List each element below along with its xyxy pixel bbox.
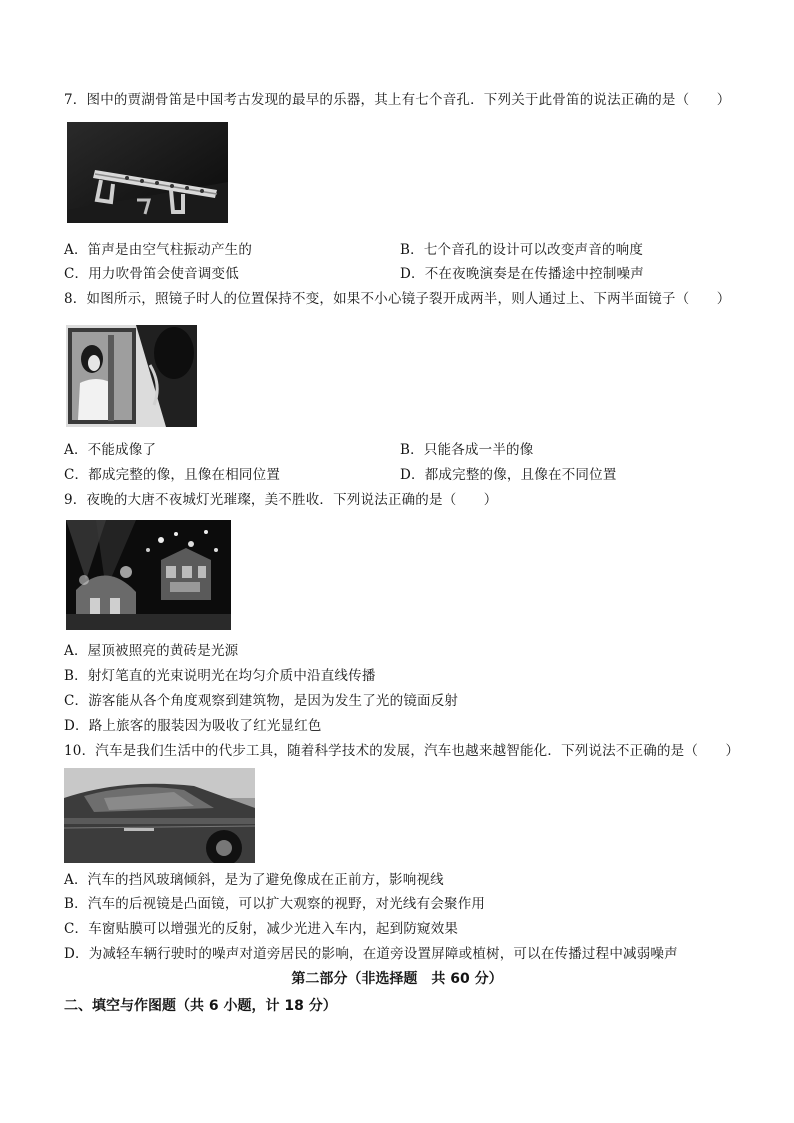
question-10-stem: 10．汽车是我们生活中的代步工具，随着科学技术的发展，汽车也越来越智能化．下列说法不正确的是（ ） xyxy=(64,743,740,759)
q9-option-c: C．游客能从各个角度观察到建筑物，是因为发生了光的镜面反射 xyxy=(64,693,459,709)
car-photo xyxy=(64,768,255,863)
q7-option-b: B．七个音孔的设计可以改变声音的响度 xyxy=(400,242,644,258)
section-two-title: 二、填空与作图题（共 6 小题，计 18 分） xyxy=(64,998,337,1014)
q7-option-d: D．不在夜晚演奏是在传播途中控制噪声 xyxy=(400,266,644,282)
q9-option-b: B．射灯笔直的光束说明光在均匀介质中沿直线传播 xyxy=(64,668,376,684)
q8-option-c: C．都成完整的像，且像在相同位置 xyxy=(64,467,281,483)
night-city-photo xyxy=(66,520,231,630)
question-8-stem: 8．如图所示，照镜子时人的位置保持不变，如果不小心镜子裂开成两半，则人通过上、下两半面镜子（ ） xyxy=(64,291,731,307)
q10-option-d: D．为减轻车辆行驶时的噪声对道旁居民的影响，在道旁设置屏障或植树，可以在传播过程中减弱噪声 xyxy=(64,946,678,962)
mirror-photo xyxy=(66,325,197,427)
q8-option-d: D．都成完整的像，且像在不同位置 xyxy=(400,467,617,483)
q9-option-a: A．屋顶被照亮的黄砖是光源 xyxy=(64,643,239,659)
q10-option-b: B．汽车的后视镜是凸面镜，可以扩大观察的视野，对光线有会聚作用 xyxy=(64,896,486,912)
q8-option-a: A．不能成像了 xyxy=(64,442,157,458)
q7-option-a: A．笛声是由空气柱振动产生的 xyxy=(64,242,253,258)
q8-option-b: B．只能各成一半的像 xyxy=(400,442,534,458)
part-two-title: 第二部分（非选择题 共 60 分） xyxy=(291,971,503,987)
question-7-stem: 7．图中的贾湖骨笛是中国考古发现的最早的乐器，其上有七个音孔．下列关于此骨笛的说法正确的是（ ） xyxy=(64,92,731,108)
question-9-stem: 9．夜晚的大唐不夜城灯光璀璨，美不胜收．下列说法正确的是（ ） xyxy=(64,492,498,508)
q10-option-a: A．汽车的挡风玻璃倾斜，是为了避免像成在正前方，影响视线 xyxy=(64,872,444,888)
q9-option-d: D．路上旅客的服装因为吸收了红光显红色 xyxy=(64,718,322,734)
bone-flute-photo xyxy=(67,122,228,223)
q7-option-c: C．用力吹骨笛会使音调变低 xyxy=(64,266,239,282)
q10-option-c: C．车窗贴膜可以增强光的反射，减少光进入车内，起到防窥效果 xyxy=(64,921,459,937)
